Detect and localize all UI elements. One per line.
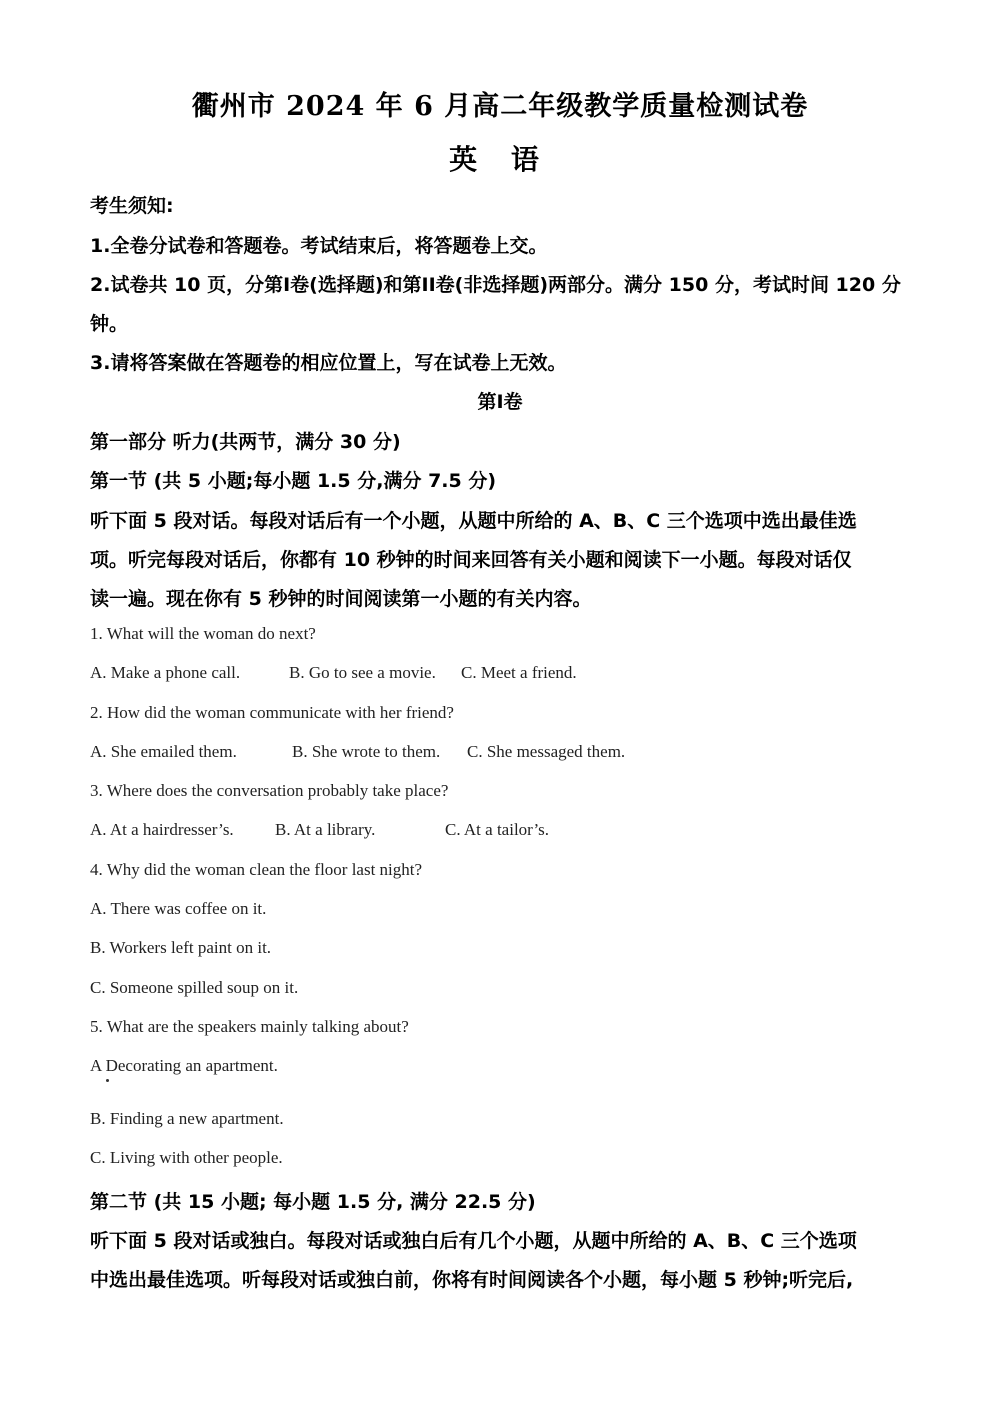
q4-option-b: B. Workers left paint on it.: [90, 938, 272, 957]
section2-heading: 第二节 (共 15 小题; 每小题 1.5 分, 满分 22.5 分): [90, 1191, 536, 1213]
q3-option-a: A. At a hairdresser’s.: [90, 820, 234, 839]
q1-option-b: B. Go to see a movie.: [289, 663, 436, 682]
q5-option-c: C. Living with other people.: [90, 1148, 283, 1167]
section1-heading: 第一节 (共 5 小题;每小题 1.5 分,满分 7.5 分): [90, 470, 497, 492]
section1-instructions-line: 项。听完每段对话后，你都有 10 秒钟的时间来回答有关小题和阅读下一小题。每段对话仅: [90, 549, 852, 571]
question-5: 5. What are the speakers mainly talking about?: [90, 1017, 409, 1036]
q5-option-b: B. Finding a new apartment.: [90, 1109, 284, 1128]
notice-item-2: 2.试卷共 10 页，分第I卷(选择题)和第II卷(非选择题)两部分。满分 150 分，考试时间 120 分: [90, 274, 901, 296]
question-2: 2. How did the woman communicate with her friend?: [90, 703, 454, 722]
question-1: 1. What will the woman do next?: [90, 624, 316, 643]
notice-item-3: 3.请将答案做在答题卷的相应位置上，写在试卷上无效。: [90, 352, 567, 374]
q4-option-a: A. There was coffee on it.: [90, 899, 267, 918]
question-4: 4. Why did the woman clean the floor last night?: [90, 860, 423, 879]
q1-option-a: A. Make a phone call.: [90, 663, 241, 682]
section1-instructions-line: 读一遍。现在你有 5 秒钟的时间阅读第一小题的有关内容。: [90, 588, 592, 610]
notice-item-2-cont: 钟。: [90, 313, 129, 335]
q5-option-a: A Decorating an apartment.: [90, 1056, 278, 1075]
part-heading: 第一部分 听力(共两节，满分 30 分): [90, 431, 401, 453]
section2-instructions-line: 中选出最佳选项。听每段对话或独白前，你将有时间阅读各个小题，每小题 5 秒钟;听完后,: [90, 1269, 854, 1291]
q2-option-b: B. She wrote to them.: [292, 742, 441, 761]
section1-instructions-line: 听下面 5 段对话。每段对话后有一个小题，从题中所给的 A、B、C 三个选项中选出最佳选: [90, 510, 857, 532]
q3-option-b: B. At a library.: [275, 820, 376, 839]
stray-dot: [106, 1079, 109, 1082]
notice-item-1: 1.全卷分试卷和答题卷。考试结束后，将答题卷上交。: [90, 235, 548, 257]
q2-option-a: A. She emailed them.: [90, 742, 237, 761]
subject-title: 英 语: [449, 143, 551, 176]
section2-instructions-line: 听下面 5 段对话或独白。每段对话或独白后有几个小题，从题中所给的 A、B、C 三个选项: [90, 1230, 857, 1252]
q4-option-c: C. Someone spilled soup on it.: [90, 978, 299, 997]
notice-heading: 考生须知:: [90, 195, 174, 217]
q1-option-c: C. Meet a friend.: [461, 663, 577, 682]
q2-option-c: C. She messaged them.: [467, 742, 626, 761]
q3-option-c: C. At a tailor’s.: [445, 820, 550, 839]
question-3: 3. Where does the conversation probably take place?: [90, 781, 449, 800]
volume-title: 第I卷: [477, 391, 523, 413]
exam-title: 衢州市 2024 年 6 月高二年级教学质量检测试卷: [191, 91, 809, 122]
